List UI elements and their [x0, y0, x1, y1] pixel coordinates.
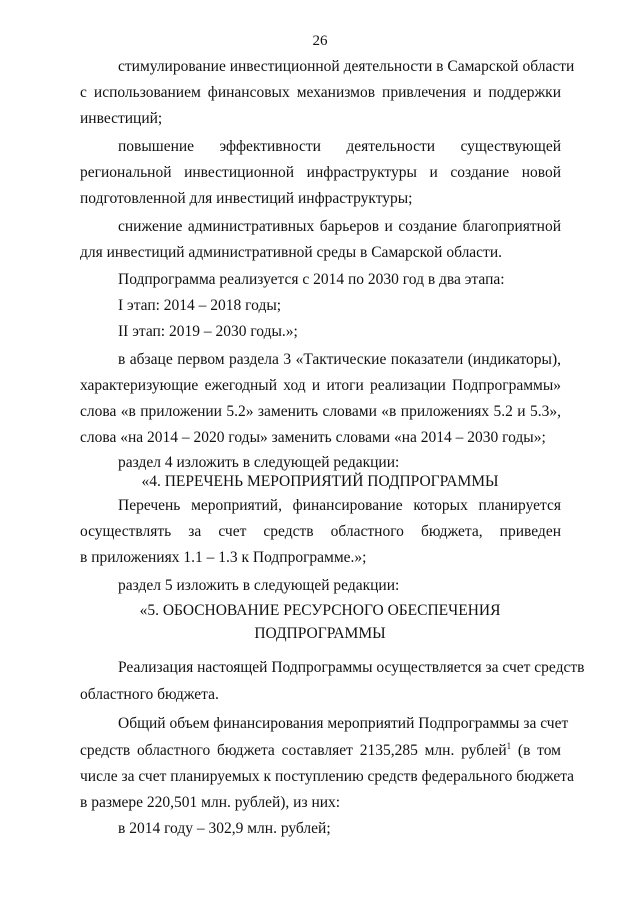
paragraph-line: инвестиций; — [80, 110, 163, 127]
paragraph-line: региональной инвестиционной инфраструктуры и создание новой — [80, 164, 561, 181]
paragraph-line: I этап: 2014 – 2018 годы; — [118, 297, 282, 314]
paragraph-line: повышение эффективности деятельности существующей — [118, 138, 561, 155]
page-number: 26 — [312, 33, 328, 49]
paragraph-line: Перечень мероприятий, финансирование которых планируется — [118, 497, 561, 514]
paragraph-line — [80, 741, 561, 761]
paragraph-line: в 2014 году – 302,9 млн. рублей; — [118, 820, 331, 837]
paragraph-line: с использованием финансовых механизмов привлечения и поддержки — [80, 84, 561, 101]
paragraph-line: областного бюджета. — [80, 686, 219, 703]
paragraph-line: раздел 5 изложить в следующей редакции: — [118, 577, 400, 594]
paragraph-line: числе за счет планируемых к поступлению средств федерального бюджета — [80, 768, 575, 785]
paragraph-line: осуществлять за счет средств областного бюджета, приведен — [80, 523, 561, 540]
paragraph-line: слова «в приложении 5.2» заменить словами «в приложениях 5.2 и 5.3», — [80, 403, 561, 420]
paragraph-line: в приложениях 1.1 – 1.3 к Подпрограмме.»; — [80, 549, 367, 566]
paragraph-line-tail: (в том — [511, 742, 561, 759]
paragraph-line: II этап: 2019 – 2030 годы.»; — [118, 323, 298, 340]
paragraph-line: для инвестиций административной среды в Самарской области. — [80, 244, 503, 261]
paragraph-line: Общий объем финансирования мероприятий Подпрограммы за счет — [118, 715, 569, 732]
paragraph-line: стимулирование инвестиционной деятельности в Самарской области — [118, 58, 575, 75]
paragraph-line: слова «на 2014 – 2020 годы» заменить словами «на 2014 – 2030 годы»; — [80, 429, 546, 446]
section-heading: «4. ПЕРЕЧЕНЬ МЕРОПРИЯТИЙ ПОДПРОГРАММЫ — [141, 473, 499, 490]
section-heading: ПОДПРОГРАММЫ — [254, 625, 386, 642]
paragraph-line: в абзаце первом раздела 3 «Тактические показатели (индикаторы), — [118, 351, 561, 368]
paragraph-line: Подпрограмма реализуется с 2014 по 2030 год в два этапа: — [118, 271, 505, 288]
paragraph-line: снижение административных барьеров и создание благоприятной — [118, 218, 561, 235]
amount-text: средств областного бюджета составляет 2135,285 млн. рублей — [80, 742, 507, 759]
paragraph-line: подготовленной для инвестиций инфраструктуры; — [80, 190, 413, 207]
paragraph-line: характеризующие ежегодный ход и итоги реализации Подпрограммы» — [80, 377, 561, 394]
paragraph-line: Реализация настоящей Подпрограммы осуществляется за счет средств — [118, 659, 585, 676]
section-heading: «5. ОБОСНОВАНИЕ РЕСУРСНОГО ОБЕСПЕЧЕНИЯ — [139, 602, 501, 619]
paragraph-line: раздел 4 изложить в следующей редакции: — [118, 454, 400, 471]
footnote-marker: 1 — [506, 741, 512, 751]
paragraph-line: в размере 220,501 млн. рублей), из них: — [80, 794, 341, 811]
